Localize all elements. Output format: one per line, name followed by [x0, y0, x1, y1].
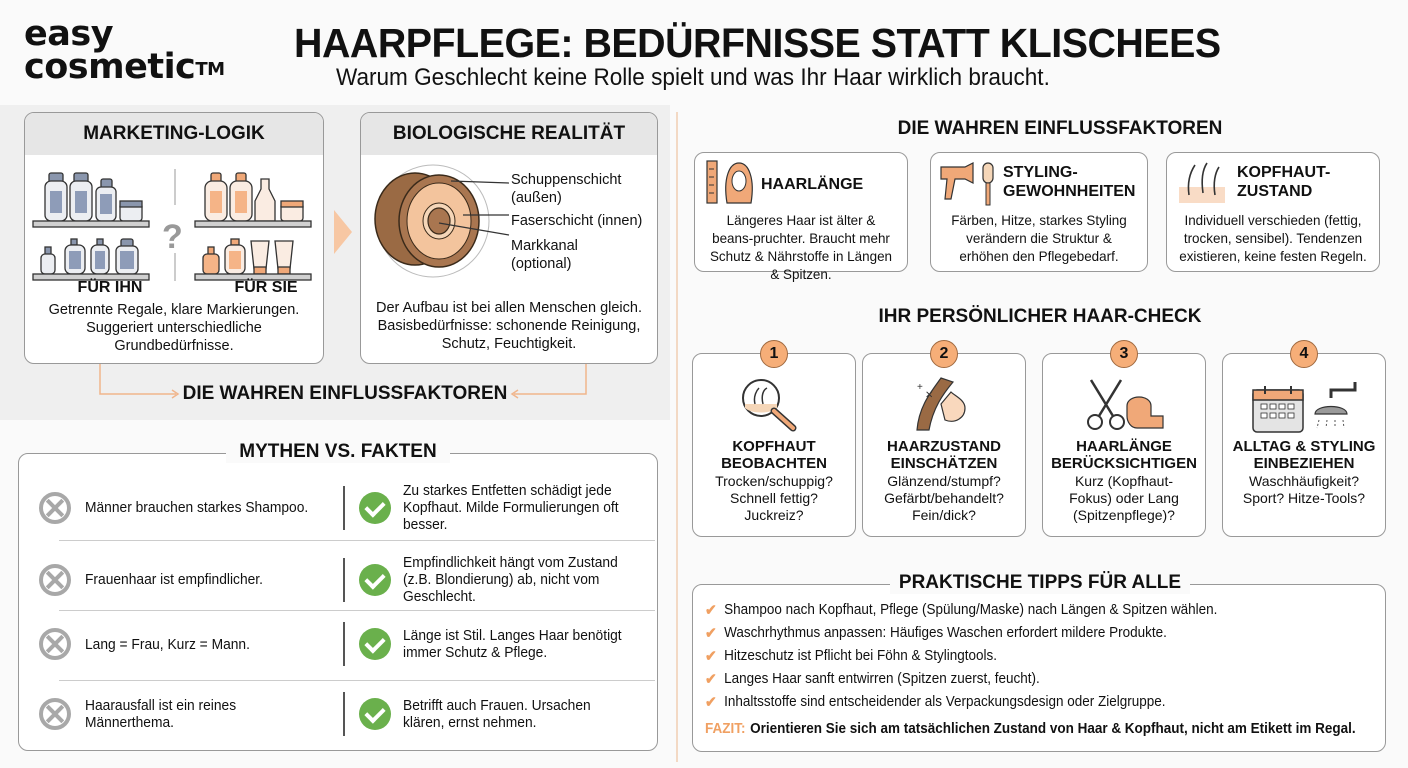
- conclusion: [705, 718, 1356, 741]
- label-for-her: FÜR SIE: [234, 279, 298, 296]
- check-icon: [359, 492, 391, 524]
- factor-card-hair-length: [694, 152, 908, 282]
- fact-text: Betrifft auch Frauen. Ursachen klären, ernst nehmen.: [403, 697, 591, 731]
- conclusion-text: Orientieren Sie sich am tatsächlichen Zustand von Haar & Kopfhaut, nicht am Etikett im Regal.: [750, 721, 1356, 737]
- check-icon: [359, 628, 391, 660]
- calendar-shower-icon: [1251, 374, 1361, 436]
- page-subtitle: Warum Geschlecht keine Rolle spielt und was Ihr Haar wirklich braucht.: [336, 64, 1050, 91]
- svg-text:✕: ✕: [925, 390, 934, 401]
- tip-item: ✔ Hitzeschutz ist Pflicht bei Föhn & Stylingtools.: [705, 645, 1356, 668]
- check-step-1: [692, 345, 856, 537]
- svg-text:+: +: [917, 382, 923, 393]
- marketing-logic-card: [24, 112, 324, 364]
- check-icon: ✔: [705, 648, 717, 665]
- factor-title: HAARLÄNGE: [761, 176, 864, 193]
- check-step-2: [862, 345, 1026, 537]
- marketing-description: Getrennte Regale, klare Markierungen. Suggeriert unterschiedliche Grundbedürfnisse.: [48, 302, 300, 354]
- myths-facts-panel: [18, 453, 658, 751]
- hand-hair-icon: [911, 376, 971, 434]
- row-separator: [343, 622, 345, 666]
- step-text: Kurz (Kopfhaut-Fokus) oder Lang (Spitzenpflege)?: [1069, 473, 1179, 523]
- myth-text: Lang = Frau, Kurz = Mann.: [85, 635, 250, 653]
- factor-text: Längeres Haar ist älter & beans-pruchter. Braucht mehr Schutz & Nährstoffe in Längen & Spitzen.: [709, 212, 893, 282]
- check-icon: ✔: [705, 671, 717, 688]
- scissors-tape-icon: [1083, 376, 1167, 434]
- biological-reality-card: [360, 112, 658, 364]
- factor-card-scalp: [1166, 152, 1380, 272]
- check-icon: ✔: [705, 625, 717, 642]
- step-title: KOPFHAUT BEOBACHTEN: [721, 438, 827, 472]
- factor-title: KOPFHAUT-ZUSTAND: [1237, 164, 1331, 200]
- label-for-him: FÜR IHN: [77, 279, 143, 296]
- medulla-label: Markkanal (optional): [511, 238, 578, 272]
- tips-title: PRAKTISCHE TIPPS FÜR ALLE: [890, 572, 1190, 594]
- tip-item: ✔ Shampoo nach Kopfhaut, Pflege (Spülung/Maske) nach Längen & Spitzen wählen.: [705, 599, 1356, 622]
- conclusion-label: FAZIT:: [705, 721, 746, 737]
- step-number-badge: 4: [1290, 340, 1318, 368]
- fact-text: Länge ist Stil. Langes Haar benötigt immer Schutz & Pflege.: [403, 627, 622, 661]
- tip-item: ✔ Inhaltsstoffe sind entscheidender als Verpackungsdesign oder Zielgruppe.: [705, 691, 1356, 714]
- brand-logo: [24, 14, 225, 87]
- row-separator: [343, 692, 345, 736]
- myth-text: Männer brauchen starkes Shampoo.: [85, 499, 309, 516]
- factor-text: Färben, Hitze, starkes Styling verändern die Struktur & erhöhen den Pflegebedarf.: [951, 212, 1127, 264]
- arrow-right-icon: [334, 210, 352, 254]
- myth-text: Haarausfall ist ein reines Männerthema.: [85, 697, 237, 731]
- tips-panel: [692, 584, 1386, 752]
- cross-icon: [39, 492, 71, 524]
- cross-icon: [39, 698, 71, 730]
- tips-list: [705, 599, 1405, 741]
- cuticle-label: Schuppenschicht (außen): [511, 172, 622, 206]
- fact-text: Empfindlichkeit hängt vom Zustand (z.B. Blondierung) ab, nicht vom Geschlecht.: [403, 554, 618, 605]
- row-separator: [343, 558, 345, 602]
- hairdryer-brush-icon: [939, 159, 999, 209]
- step-title: HAARZUSTAND EINSCHÄTZEN: [887, 438, 1001, 472]
- check-step-4: [1222, 345, 1386, 537]
- trademark: TM: [195, 59, 225, 80]
- factor-title: STYLING-GEWOHNHEITEN: [1003, 164, 1136, 200]
- step-text: Glänzend/stumpf? Gefärbt/behandelt? Fein/dick?: [884, 473, 1004, 523]
- factors-title: DIE WAHREN EINFLUSSFAKTOREN: [897, 118, 1223, 139]
- row-divider: [59, 610, 655, 611]
- magnifier-scalp-icon: [737, 374, 807, 432]
- row-separator: [343, 486, 345, 530]
- check-icon: ✔: [705, 694, 717, 711]
- factor-text: Individuell verschieden (fettig, trocken, sensibel). Tendenzen existieren, keine festen Regeln.: [1179, 212, 1367, 264]
- brand-line-2: cosmetic: [24, 47, 196, 87]
- fact-text: Zu starkes Entfetten schädigt jede Kopfhaut. Milde Formulierungen oft besser.: [403, 482, 619, 533]
- step-number-badge: 3: [1110, 340, 1138, 368]
- tip-item: ✔ Langes Haar sanft entwirren (Spitzen zuerst, feucht).: [705, 668, 1356, 691]
- myth-text: Frauenhaar ist empfindlicher.: [85, 571, 263, 588]
- factor-card-styling: [930, 152, 1148, 272]
- check-step-3: [1042, 345, 1206, 537]
- cross-icon: [39, 628, 71, 660]
- step-title: ALLTAG & STYLING EINBEZIEHEN: [1232, 438, 1376, 472]
- step-title: HAARLÄNGE BERÜCKSICHTIGEN: [1051, 438, 1197, 472]
- row-divider: [59, 680, 655, 681]
- column-divider: [676, 112, 678, 762]
- tip-item: ✔ Waschrhythmus anpassen: Häufiges Waschen erfordert mildere Produkte.: [705, 622, 1356, 645]
- ruler-hair-icon: [705, 159, 755, 207]
- check-icon: [359, 698, 391, 730]
- marketing-logic-title: MARKETING-LOGIK: [25, 113, 323, 155]
- myths-title: MYTHEN VS. FAKTEN: [226, 441, 450, 463]
- cortex-label: Faserschicht (innen): [511, 213, 643, 229]
- scalp-icon: [1177, 161, 1227, 207]
- check-icon: [359, 564, 391, 596]
- biology-description: Der Aufbau ist bei allen Menschen gleich. Basisbedürfnisse: schonende Reinigung, Schutz, Feuchtigkeit.: [376, 300, 642, 352]
- biological-reality-title: BIOLOGISCHE REALITÄT: [361, 113, 657, 155]
- step-number-badge: 2: [930, 340, 958, 368]
- page-title: HAARPFLEGE: BEDÜRFNISSE STATT KLISCHEES: [294, 20, 1221, 66]
- hair-check-title: IHR PERSÖNLICHER HAAR-CHECK: [878, 306, 1202, 327]
- step-number-badge: 1: [760, 340, 788, 368]
- check-icon: ✔: [705, 602, 717, 619]
- step-text: Waschhäufigkeit? Sport? Hitze-Tools?: [1242, 473, 1366, 506]
- question-mark: ?: [162, 218, 183, 256]
- row-divider: [59, 540, 655, 541]
- cross-icon: [39, 564, 71, 596]
- hair-cross-section-icon: [367, 161, 517, 281]
- brand-line-1: easy: [24, 14, 114, 54]
- connector-label: DIE WAHREN EINFLUSSFAKTOREN: [182, 383, 508, 404]
- step-text: Trocken/schuppig? Schnell fettig? Juckreiz?: [715, 473, 833, 523]
